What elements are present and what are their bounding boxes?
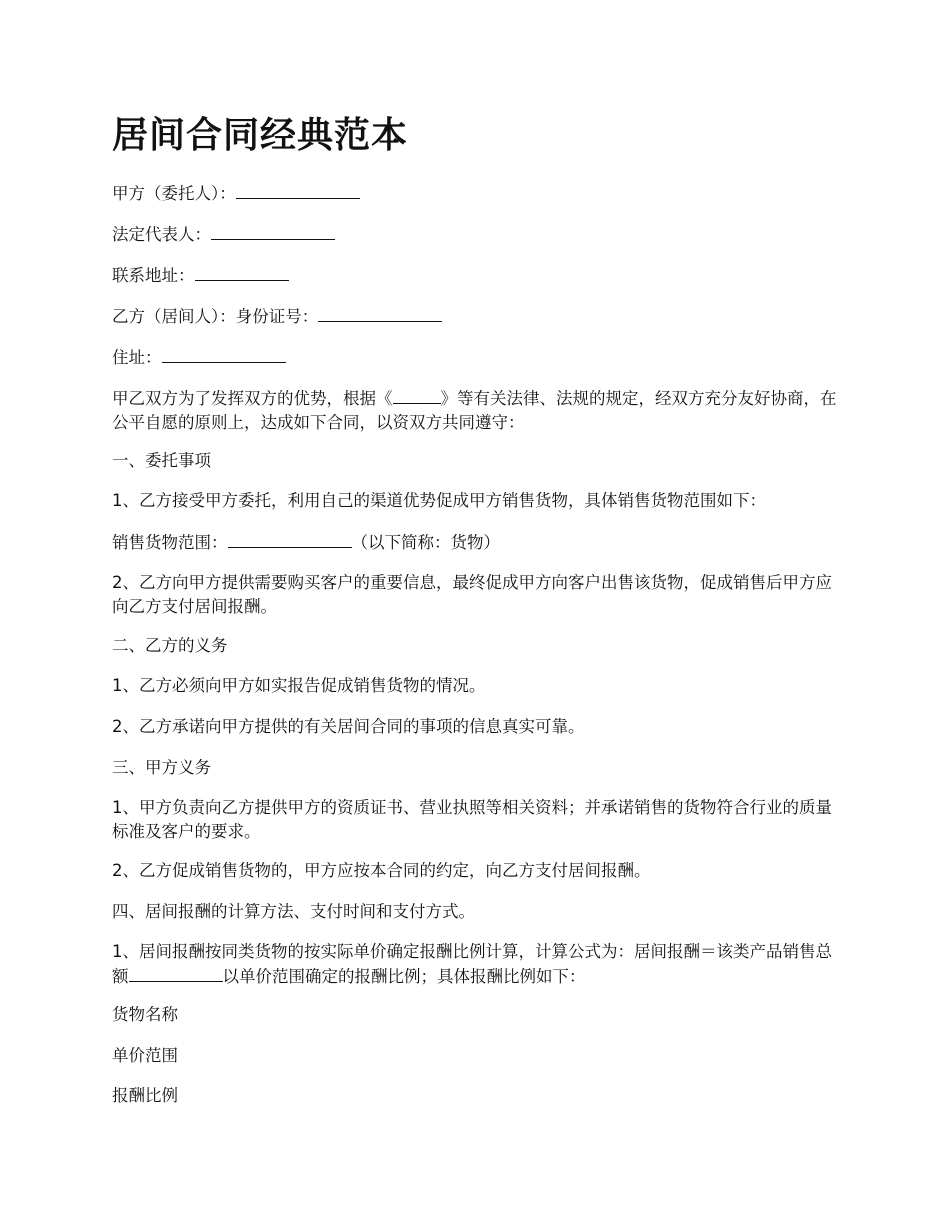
section1-heading: 一、委托事项	[112, 451, 211, 470]
residence-label: 住址：	[112, 348, 162, 367]
section2-item2: 2、乙方承诺向甲方提供的有关居间合同的事项的信息真实可靠。	[112, 717, 585, 736]
party-a-line	[112, 181, 842, 206]
party-b-line	[112, 304, 842, 329]
scope-line	[112, 530, 842, 555]
legal-rep-line	[112, 222, 842, 247]
section3-item2: 2、乙方促成销售货物的，甲方应按本合同的约定，向乙方支付居间报酬。	[112, 861, 651, 880]
preamble-paragraph	[112, 386, 842, 435]
party-b-label: 乙方（居间人）：身份证号：	[112, 307, 319, 326]
sales-total-blank	[129, 964, 223, 982]
law-name-blank	[393, 386, 441, 404]
section4-heading: 四、居间报酬的计算方法、支付时间和支付方式。	[112, 902, 475, 921]
contact-address-label: 联系地址：	[112, 266, 195, 285]
formula-text-before: 1、居间报酬按同类货物的按实际单价确定报酬比例计算，计算公式为：居间报酬＝该类产品销售总额	[112, 942, 832, 986]
section3-heading: 三、甲方义务	[112, 758, 211, 777]
section4-item1	[112, 940, 842, 989]
party-a-label: 甲方（委托人）：	[112, 184, 236, 203]
table-header-price-range: 单价范围	[112, 1046, 178, 1065]
legal-rep-label: 法定代表人：	[112, 225, 211, 244]
section3-item1: 1、甲方负责向乙方提供甲方的资质证书、营业执照等相关资料；并承诺销售的货物符合行业的质量标准及客户的要求。	[112, 798, 832, 841]
contact-address-blank	[195, 263, 289, 281]
table-header-commission-rate: 报酬比例	[112, 1086, 178, 1105]
formula-text-after: 以单价范围确定的报酬比例；具体报酬比例如下：	[222, 967, 586, 986]
section1-item1: 1、乙方接受甲方委托，利用自己的渠道优势促成甲方销售货物，具体销售货物范围如下：	[112, 491, 766, 510]
scope-blank	[228, 530, 352, 548]
contact-address-line	[112, 263, 842, 288]
party-a-blank	[236, 181, 360, 199]
table-header-goods-name: 货物名称	[112, 1005, 178, 1024]
document-title: 居间合同经典范本	[112, 115, 409, 156]
section2-item1: 1、乙方必须向甲方如实报告促成销售货物的情况。	[112, 676, 486, 695]
section2-heading: 二、乙方的义务	[112, 636, 228, 655]
section1-item2: 2、乙方向甲方提供需要购买客户的重要信息，最终促成甲方向客户出售该货物，促成销售后甲方应向乙方支付居间报酬。	[112, 573, 832, 616]
preamble-text-after: 》等有关法律、法规的规定，经双方充分友好协商，在公平自愿的原则上，达成如下合同，以资双方共同遵守：	[112, 389, 837, 432]
scope-suffix: （以下简称：货物）	[351, 533, 500, 552]
residence-blank	[162, 345, 286, 363]
scope-label: 销售货物范围：	[112, 533, 228, 552]
party-b-id-blank	[318, 304, 442, 322]
preamble-text-before: 甲乙双方为了发挥双方的优势，根据《	[112, 389, 393, 408]
legal-rep-blank	[211, 222, 335, 240]
residence-line	[112, 345, 842, 370]
